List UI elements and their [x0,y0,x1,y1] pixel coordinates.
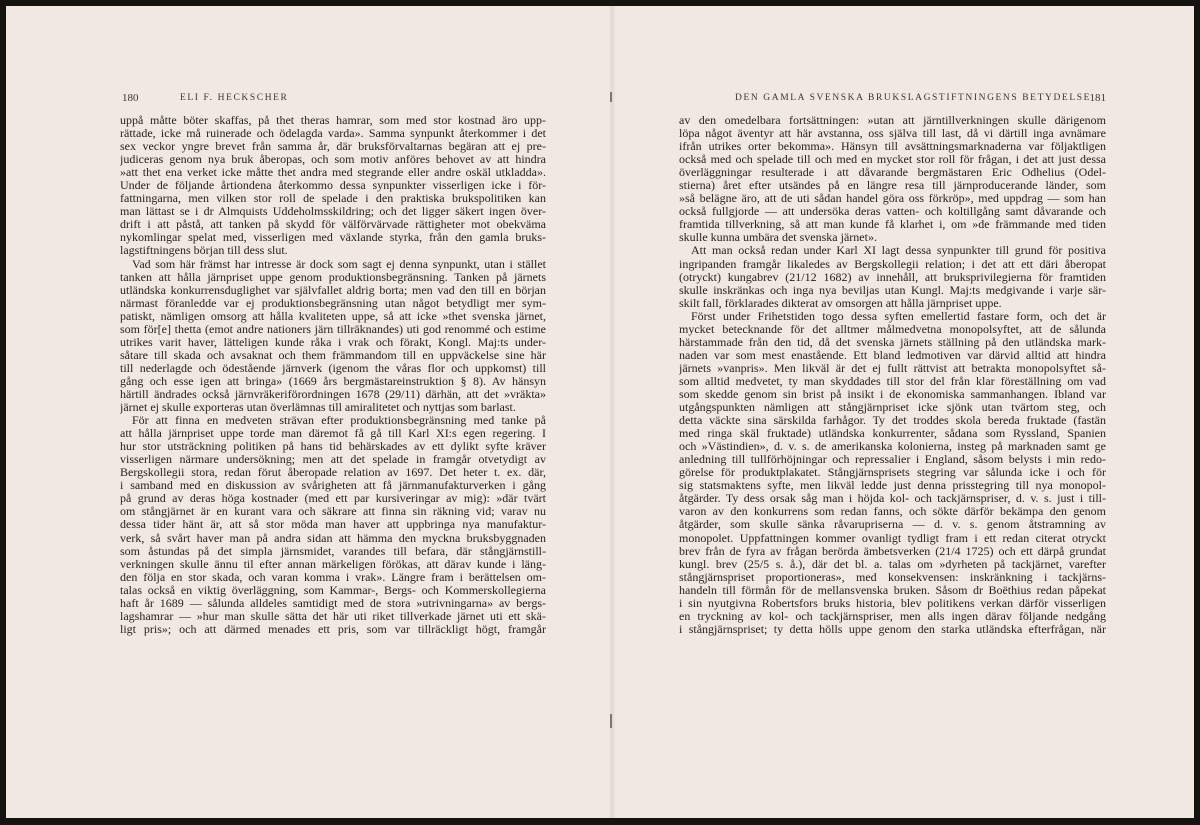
text-line: som för[e] thetta (emot andre nationers järn tillräknandes) uti god renommé och estime [120,322,546,336]
text-line: i stångjärnspriset; ty detta hölls uppe genom den starka utländska efterfrågan, när [679,622,1106,636]
gutter-mark-top [610,92,612,102]
text-line: åtgärder. Ty dess orsak såg man i höjda kol- och tackjärnspriser, d. v. s. just i till- [679,492,1106,506]
text-line: mycket betecknande för det alltmer målmedvetna monopolsyftet, att de sålunda [679,322,1106,336]
text-line: löpa något äventyr att här avstanna, oss själva till last, då vi därtill inga avnämare [679,127,1106,141]
text-line: uppå måtte böter skaffas, på thet theras hamrar, som med stor kostnad äro upp- [120,114,546,127]
text-line: detta väckte sina särskilda farhågor. Ty det troddes skola bereda fruktade (fastän [679,414,1106,428]
text-line: görelse för produktplakatet. Stångjärnsprisets stegring var sålunda icke i och för [679,466,1106,480]
text-line: i samband med en diskussion av svårigheten att få järnmanufakturverken i gång [120,479,546,493]
text-line: hur stor utsträckning politiken på hans tid behärskades av ett dylikt syfte kräver [120,440,546,454]
text-line: härtill ändrades också järnvräkeriförordningen 1678 (29/11) därhän, att det »vräkta» [120,387,546,401]
text-line: i sin nyutgivna Robertsfors bruks historia, blev politikens verkan därför visserligen [679,596,1106,610]
text-line: Bergskollegii stora, redan förut åberopade relation av 1697. Det heter t. ex. där, [120,466,546,480]
text-line: om stångjärnet är en kurant vara och säkrare att finna sin räkning vid; varav nu [120,505,546,519]
text-line: och »Västindien», d. v. s. de amerikanska kolonierna, insteg på marknaden samt ge [679,440,1106,454]
book-gutter [609,6,615,818]
text-line: som åstundas på det simpla järnsmidet, varandes till befara, där stångjärnstill- [120,544,546,558]
text-line: utländska konkurrensduglighet var självfallet aldrig borta; men vad den till en början [120,283,546,297]
text-line: varon av den konkurrens som redan fanns, och sökte därför bekämpa den genom [679,505,1106,519]
left-page-number: 180 [122,92,139,104]
text-line: sig statsmaktens syfte, men likväl ledde just denna prisstegring till nya monopol- [679,479,1106,493]
text-line: brev från de fyra av frågan berörda ämbetsverken (21/4 1725) och ett därpå grundat [679,544,1106,558]
text-line: monopolet. Uppfattningen kommer ovanligt tydligt fram i ett redan citerat otryckt [679,531,1106,545]
text-line: handeln till förmån för de mellansvenska bruken. Såsom dr Boëthius redan påpekat [679,583,1106,597]
text-line: också med och spelade till och med en mycket stor roll för frågan, i det att just dessa [679,153,1106,167]
text-line: såtare till skada och avsaknat och them främmandom till en uppväckelse sine här [120,348,546,362]
text-line: rättade, icke må ruinerade och ödelagda varda». Samma synpunkt återkommer i det [120,127,546,141]
text-line: av den omedelbara fortsättningen: »utan att järntillverkningen skulle därigenom [679,114,1106,127]
text-line: För att finna en medveten strävan efter produktionsbegränsning med tanke på [132,414,546,428]
text-line: på grund av deras höga kostnader (med ett par kursiveringar av mig): »där tvärt [120,492,546,506]
text-line: en tryckning av kol- och tackjärnspriser, men alls ingen därav följande nedgång [679,609,1106,623]
right-body-text [679,114,1106,636]
text-line: lagstiftningens början till dess slut. [120,244,288,258]
text-line: nykomlingar spelat med, visserligen med växlande styrka, från den gamla bruks- [120,231,546,245]
text-line: verkningen skulle ännu til efter annan märkeligen förökas, att därav kunde i läng- [120,557,546,571]
text-line: Först under Frihetstiden togo dessa syften emellertid fastare form, och det är [691,309,1106,323]
text-line: patiskt, nämligen omsorg att hålla kvaliteten uppe, så att icke »thet svenska järnet, [120,309,546,323]
text-line: stångjärnspriset proportioneras», med konsekvensen: inskränkning i tackjärns- [679,570,1106,584]
text-line: sex veckor yngre brevet från samma år, där bruksförvaltarnas begäran att ej pre- [120,140,546,154]
text-line: gång och esse igen att bringa» (1669 års bergmästareinstruktion § 8). Av hänsyn [120,374,546,388]
text-line: skilt fall, förklarades dikterat av omsorgen att hålla järnpriset uppe. [679,296,1002,310]
text-line: till nederlagde och ödestående järnverk (igenom the våras flor och uppkomst) till [120,361,546,375]
text-line: haft år 1689 — sålunda alldeles samtidigt med de stora »utrivningarna» av bergs- [120,596,546,610]
text-line: judiceras genom nya bruk åberopas, och som motiv anföres behovet av att hindra [120,153,546,167]
text-line: skulle kunna umbära det svenska järnet». [679,231,877,245]
text-line: kungl. brev (25/5 s. å.), där det bl. a. talas om »dyrheten på tackjärnet, varefter [679,557,1106,571]
text-line: stierna) året efter utsändes på en längre resa till järnproducerande länder, som [679,179,1106,193]
right-running-title: DEN GAMLA SVENSKA BRUKSLAGSTIFTNINGENS BETYDELSE [735,93,1092,103]
text-line: överläggningar resulterade i att dåvarande bergmästaren Eric Odhelius (Odel- [679,166,1106,180]
text-line: att hålla järnpriset uppe torde man däremot få gå till Karl XI:s egen regering. I [120,427,546,441]
text-line: utrikes varit haver, lätteligen kunde råka i vrak och förakt, Kongl. Maj:ts under- [120,335,546,349]
text-line: anledning till tullförhöjningar och repressalier i England, såsom belysts i min redo- [679,453,1106,467]
right-running-head [679,92,1106,106]
text-line: närmast föranledde var ej produktionsbegränsning utan något betydligt mer sym- [120,296,546,310]
text-line: lagshamrar — »hur man skulle sätta det här uti riket tillverkade järnet uti ett skä- [120,609,546,623]
text-line: (otryckt) kungabrev (21/12 1682) av innehåll, att bruksprivilegierna för framtiden [679,270,1106,284]
text-line: utgångspunkten nämligen att stångjärnpriset icke sjönk utan tvärtom steg, och [679,401,1106,415]
text-line: åtgärder, som skulle sänka råvarupriserna — d. v. s. genom åtstramning av [679,518,1106,532]
left-body-text [120,114,546,636]
text-line: ingripanden framgår likaledes av Bergskollegii relation; i det att ett däri åberopat [679,257,1106,271]
text-line: man lättast se i dr Almquists Uddeholmsskildring; och det ligger säkert ingen över- [120,205,546,219]
text-line: naden var som mest enastående. Ett bland ledmotiven var därvid alltid att hindra [679,348,1106,362]
text-line: visserligen närmare undersökning; men att det spelade in framgår otvetydigt av [120,453,546,467]
text-line: Att man också redan under Karl XI lagt dessa synpunkter till grund för positiva [691,244,1106,258]
text-line: drift i att påstå, att tanken på skydd för välförvärvade rättigheter mot obekväma [120,218,546,232]
text-line: härstammade från den tid, då det svenska järnets ställning på den utländska mark- [679,335,1106,349]
text-line: »att thet ena verket icke måtte thet andra med stegrande eller andre oskäl utkladda». [120,166,546,180]
text-line: ifrån utrikes orter bekomma». Hänsyn till avsättningsmarknaderna var följaktligen [679,140,1106,154]
text-line: dessa tider hänt är, att så stor möda man haver att uppbringa nya manufaktur- [120,518,546,532]
left-running-title: ELI F. HECKSCHER [180,93,289,103]
text-line: Vad som här främst har intresse är dock som sagt ej denna synpunkt, utan i stället [132,257,546,271]
right-page-number: 181 [1089,92,1106,104]
text-line: med ringa skäl fruktade) utländska konkurrenter, sådana som Ryssland, Spanien [679,427,1106,441]
text-line: ligt pris»; och att därmed menades ett pris, som var tillräckligt högt, framgår [120,622,546,636]
text-line: framtida tillverkning, så att man kunde få klarhet i, om »de främmande med tiden [679,218,1106,232]
text-line: också fullgjorde — att undersöka deras vatten- och koltillgång samt dåvarande och [679,205,1106,219]
text-line: »så belägne äro, att de uti sådan handel göra oss förkröp», med uppdrag — som han [679,192,1106,206]
gutter-mark-bottom [610,714,612,728]
book-spread [6,6,1194,818]
text-line: som skedde genom sin brist på insikt i de ekonomiska sammanhangen. Ibland var [679,387,1106,401]
text-line: järnets »vanpris». Men likväl är det ej fullt rättvist att betrakta monopolsyftet så- [679,361,1106,375]
text-line: järnet ej skulle exporteras utan överlämnas till amiralitetet och nyttjas som barlast. [120,401,516,415]
left-running-head [120,92,546,106]
right-page [679,6,1106,818]
text-line: verk, så svårt haver man på andra sidan att hämma den myckna bruksbyggnaden [120,531,546,545]
text-line: som alltid medvetet, ty man skyddades till stor del från klar föreställning om vad [679,374,1106,388]
text-line: tanken att hålla järnpriset uppe genom produktionsbegränsning. Tanken på järnets [120,270,546,284]
text-line: talas också en viktig överläggning, som Kammar-, Bergs- och Kommerskollegierna [120,583,546,597]
left-page [120,6,546,818]
text-line: fattningarna, men vilken stor roll de spelade i den praktiska brukspolitiken kan [120,192,546,206]
text-line: Under de följande årtiondena återkommo dessa synpunkter visserligen icke i för- [120,179,546,193]
text-line: skulle inskränkas och inga nya beviljas utan Kungl. Maj:ts medgivande i varje sär- [679,283,1106,297]
text-line: den följa en stor skada, och varan komma i vrak». Längre fram i berättelsen om- [120,570,546,584]
